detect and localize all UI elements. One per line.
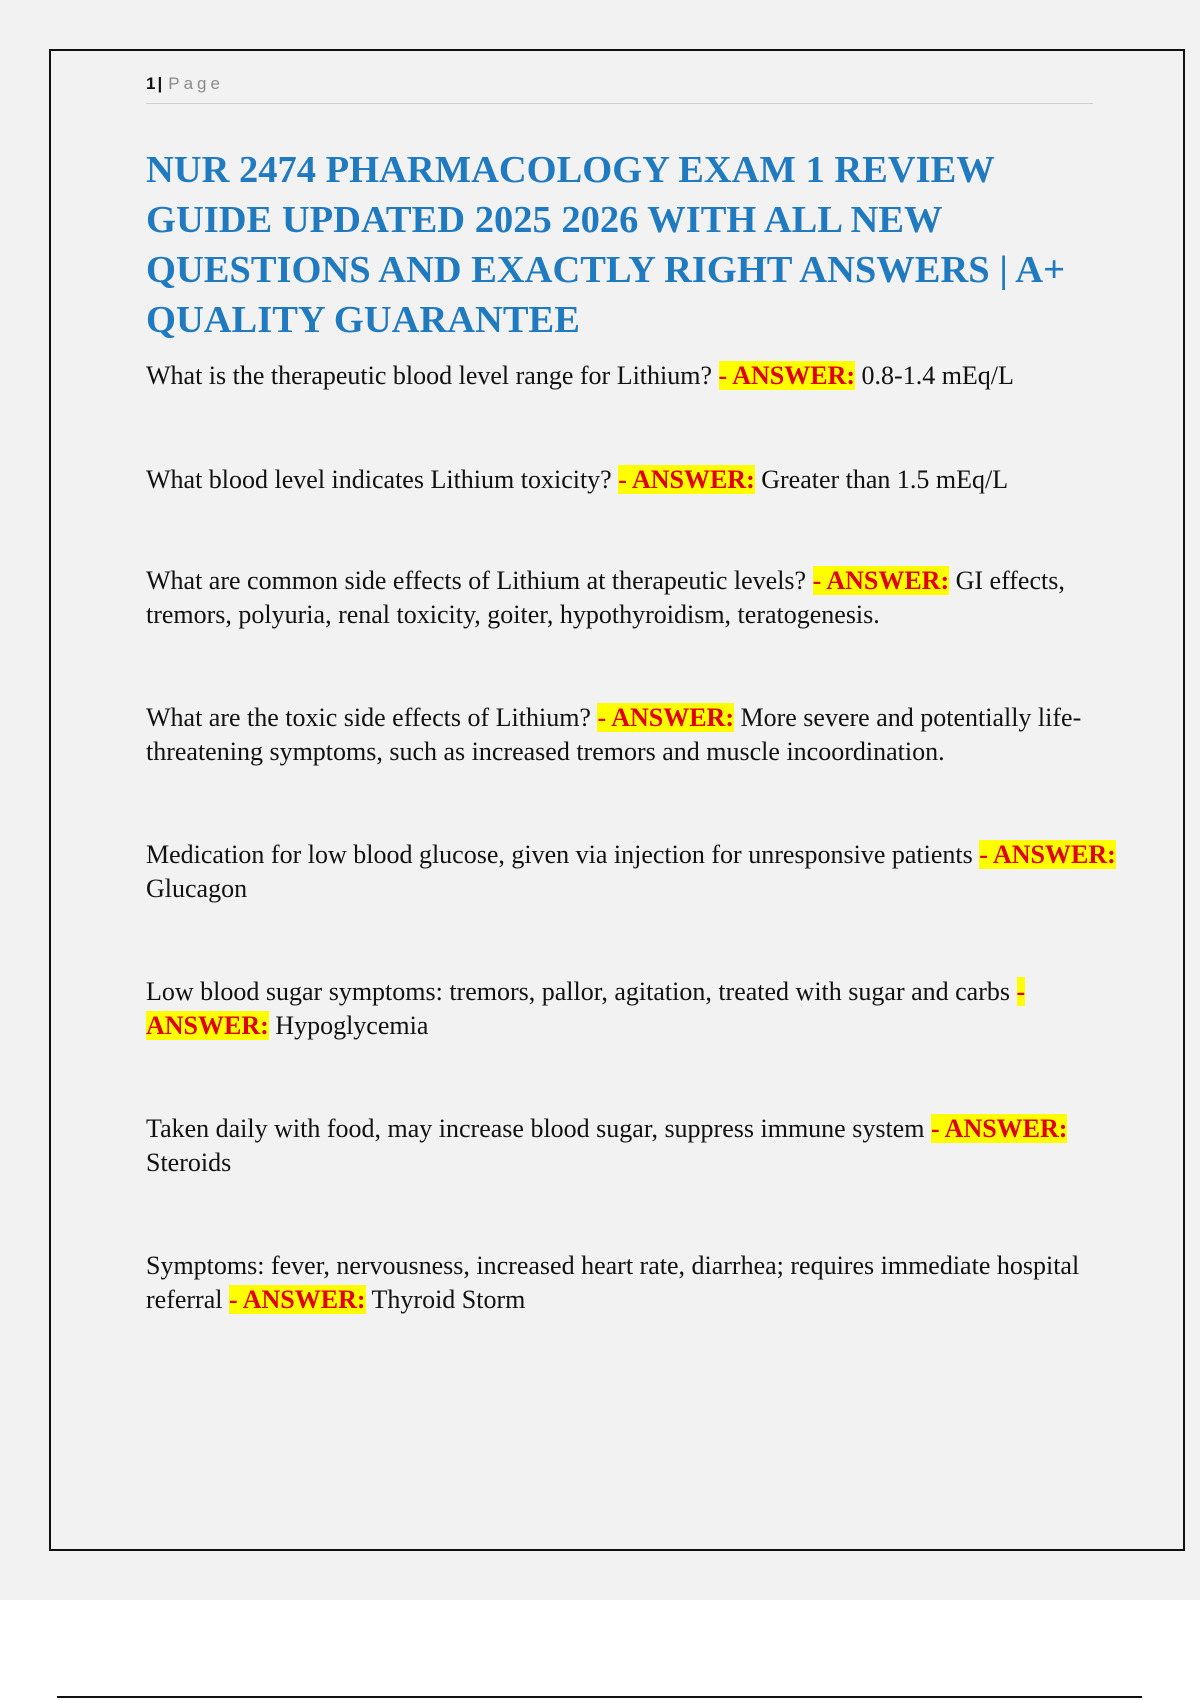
question-text: Taken daily with food, may increase blood sugar, suppress immune system xyxy=(146,1114,925,1143)
question-text: Low blood sugar symptoms: tremors, pallor, agitation, treated with sugar and carbs xyxy=(146,977,1010,1006)
answer-marker: - ANSWER: xyxy=(979,840,1116,869)
qa-item xyxy=(146,701,1136,769)
answer-marker: - ANSWER: xyxy=(597,703,734,732)
answer-text: Hypoglycemia xyxy=(275,1011,429,1040)
answer-marker: - ANSWER: xyxy=(812,566,950,595)
document-title: NUR 2474 PHARMACOLOGY EXAM 1 REVIEW GUIDE UPDATED 2025 2026 WITH ALL NEW QUESTIONS AND EXACTLY RIGHT ANSWERS | A+ QUALITY GUARANTEE xyxy=(146,149,1066,341)
qa-item xyxy=(146,1112,1136,1180)
question-text: What is the therapeutic blood level range for Lithium? xyxy=(146,361,713,390)
answer-marker: - ANSWER: xyxy=(146,977,1026,1040)
question-text: What blood level indicates Lithium toxicity? xyxy=(146,465,612,494)
answer-text: GI effects, tremors, polyuria, renal toxicity, goiter, hypothyroidism, teratogenesis. xyxy=(146,566,1065,629)
divider xyxy=(57,1696,1142,1698)
qa-item xyxy=(146,564,1136,632)
qa-item xyxy=(146,359,1136,393)
qa-item xyxy=(146,463,1136,497)
answer-text: Thyroid Storm xyxy=(371,1285,526,1314)
document-page xyxy=(49,49,1185,1551)
page-header xyxy=(146,73,1093,104)
answer-marker: - ANSWER: xyxy=(228,1285,366,1314)
answer-text: Greater than 1.5 mEq/L xyxy=(761,465,1009,494)
qa-item xyxy=(146,1249,1136,1317)
answer-marker: - ANSWER: xyxy=(618,465,755,494)
answer-marker: - ANSWER: xyxy=(930,1114,1068,1143)
qa-item xyxy=(146,838,1136,906)
question-text: Medication for low blood glucose, given via injection for unresponsive patients xyxy=(146,840,973,869)
qa-list xyxy=(146,359,1136,1317)
page-number: 1 xyxy=(146,74,156,93)
qa-item xyxy=(146,975,1136,1043)
next-page-area xyxy=(0,1600,1200,1700)
answer-text: Steroids xyxy=(146,1148,232,1177)
answer-text: More severe and potentially life-threatening symptoms, such as increased tremors and muscle incoordination. xyxy=(146,703,1082,766)
answer-text: Glucagon xyxy=(146,874,248,903)
question-text: Symptoms: fever, nervousness, increased heart rate, diarrhea; requires immediate hospital referral xyxy=(146,1251,1080,1314)
answer-marker: - ANSWER: xyxy=(718,361,856,390)
answer-text: 0.8-1.4 mEq/L xyxy=(861,361,1014,390)
page-label: Page xyxy=(168,74,224,93)
page-separator: | xyxy=(157,74,163,93)
question-text: What are the toxic side effects of Lithium? xyxy=(146,703,591,732)
question-text: What are common side effects of Lithium at therapeutic levels? xyxy=(146,566,807,595)
